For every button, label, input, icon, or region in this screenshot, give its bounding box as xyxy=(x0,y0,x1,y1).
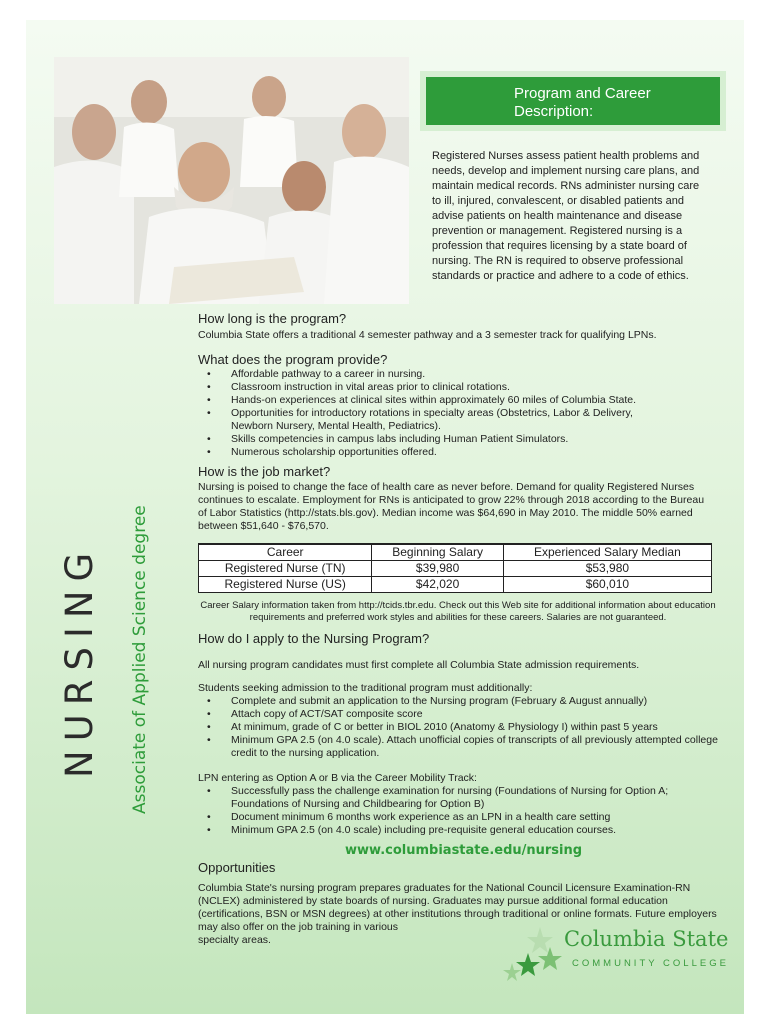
list-item: • Complete and submit an application to the Nursing program (February & August annually) xyxy=(198,695,718,708)
table-header-cell: Experienced Salary Median xyxy=(503,544,711,560)
salary-note: Career Salary information taken from http://tcids.tbr.edu. Check out this Web site for additional information about education requirements and preferred work styles and abilities for these careers. Salaries are not guaranteed. xyxy=(200,600,716,623)
list-item: • Successfully pass the challenge examination for nursing (Foundations of Nursing for Option A; Foundations of Nursing and Childbearing for Option B) xyxy=(198,785,718,811)
job-market-section xyxy=(198,464,718,533)
side-degree-label: Associate of Applied Science degree xyxy=(130,505,150,814)
table-cell: $39,980 xyxy=(372,560,503,576)
logo-name: Columbia State xyxy=(564,927,729,951)
list-item: • Attach copy of ACT/SAT composite score xyxy=(198,708,718,721)
table-header-cell: Beginning Salary xyxy=(372,544,503,560)
list-item: • Hands-on experiences at clinical sites within approximately 60 miles of Columbia State. xyxy=(198,394,718,407)
job-market-text: Nursing is poised to change the face of health care as never before. Demand for quality Registered Nurses continues to escalate. Employment for RNs is anticipated to grow 22% through 2018 according to the Bureau of Labor Statistics (http://stats.bls.gov). Median income was $64,690 in May 2010. The middle 50% earned between $51,640 - $76,570. xyxy=(198,481,705,532)
table-header-cell: Career xyxy=(199,544,372,560)
table-cell: Registered Nurse (US) xyxy=(199,576,372,592)
logo-subtitle: COMMUNITY COLLEGE xyxy=(572,958,729,969)
apply-traditional-intro: Students seeking admission to the traditional program must additionally: xyxy=(198,682,533,694)
list-item: • Minimum GPA 2.5 (on 4.0 scale) including pre-requisite general education courses. xyxy=(198,824,718,837)
list-item: • Opportunities for introductory rotations in specialty areas (Obstetrics, Labor & Delivery, Newborn Nursery, Mental Health, Pediatrics). xyxy=(198,407,718,433)
nurses-photo xyxy=(54,57,409,304)
apply-heading: How do I apply to the Nursing Program? xyxy=(198,631,430,646)
program-description-title xyxy=(514,85,651,121)
apply-lpn-list xyxy=(198,785,718,837)
table-cell: $53,980 xyxy=(503,560,711,576)
logo-stars-icon xyxy=(500,925,564,987)
list-item: • Skills competencies in campus labs including Human Patient Simulators. xyxy=(198,433,718,446)
table-header-row xyxy=(199,544,712,560)
table-row xyxy=(199,560,712,576)
opportunities-text-end: specialty areas. xyxy=(198,934,271,946)
program-description-box xyxy=(420,71,726,131)
list-item: • Classroom instruction in vital areas prior to clinical rotations. xyxy=(198,381,718,394)
list-item: • Minimum GPA 2.5 (on 4.0 scale). Attach unofficial copies of transcripts of all previously attempted college credit to the nursing application. xyxy=(198,734,718,760)
what-provide-heading: What does the program provide? xyxy=(198,352,388,367)
table-row xyxy=(199,576,712,592)
how-long-heading: How long is the program? xyxy=(198,311,347,326)
how-long-section xyxy=(198,311,718,342)
side-title-nursing: NURSING xyxy=(58,543,101,778)
list-item: • Affordable pathway to a career in nursing. xyxy=(198,368,718,381)
apply-section xyxy=(198,631,718,837)
what-provide-list xyxy=(198,368,718,459)
table-cell: Registered Nurse (TN) xyxy=(199,560,372,576)
program-description-text: Registered Nurses assess patient health problems and needs, develop and implement nursing care plans, and maintain medical records. RNs administer nursing care to ill, injured, convalescent, or disabled patients and advise patients on health maintenance and disease prevention or management. Registered nursing is a profession that requires licensing by a state board of nursing. The RN is required to observe professional standards or practice and adhere to a code of ethics. xyxy=(432,150,700,282)
program-title-line2: Description: xyxy=(514,103,594,120)
opportunities-text: Columbia State's nursing program prepares graduates for the National Council Licensure Examination-RN (NCLEX) administered by state boards of nursing. Graduates may pursue additional formal education (certifications, BSN or MSN degrees) at other institutions through traditional or online formats. Future employers may also offer on the job training in various xyxy=(198,882,717,933)
table-cell: $42,020 xyxy=(372,576,503,592)
nursing-website-link[interactable]: www.columbiastate.edu/nursing xyxy=(345,843,583,858)
apply-intro: All nursing program candidates must first complete all Columbia State admission requirements. xyxy=(198,659,640,671)
program-title-line1: Program and Career xyxy=(514,85,651,102)
apply-lpn-intro: LPN entering as Option A or B via the Career Mobility Track: xyxy=(198,772,477,784)
salary-table xyxy=(198,543,712,593)
list-item: • Document minimum 6 months work experience as an LPN in a health care setting xyxy=(198,811,718,824)
how-long-text: Columbia State offers a traditional 4 semester pathway and a 3 semester track for qualifying LPNs. xyxy=(198,329,657,341)
job-market-heading: How is the job market? xyxy=(198,464,331,479)
what-provide-section xyxy=(198,352,718,459)
list-item: • At minimum, grade of C or better in BIOL 2010 (Anatomy & Physiology I) within past 5 years xyxy=(198,721,718,734)
columbia-state-logo xyxy=(500,925,740,987)
opportunities-heading: Opportunities xyxy=(198,860,276,875)
list-item: • Numerous scholarship opportunities offered. xyxy=(198,446,718,459)
table-cell: $60,010 xyxy=(503,576,711,592)
apply-traditional-list xyxy=(198,695,718,760)
